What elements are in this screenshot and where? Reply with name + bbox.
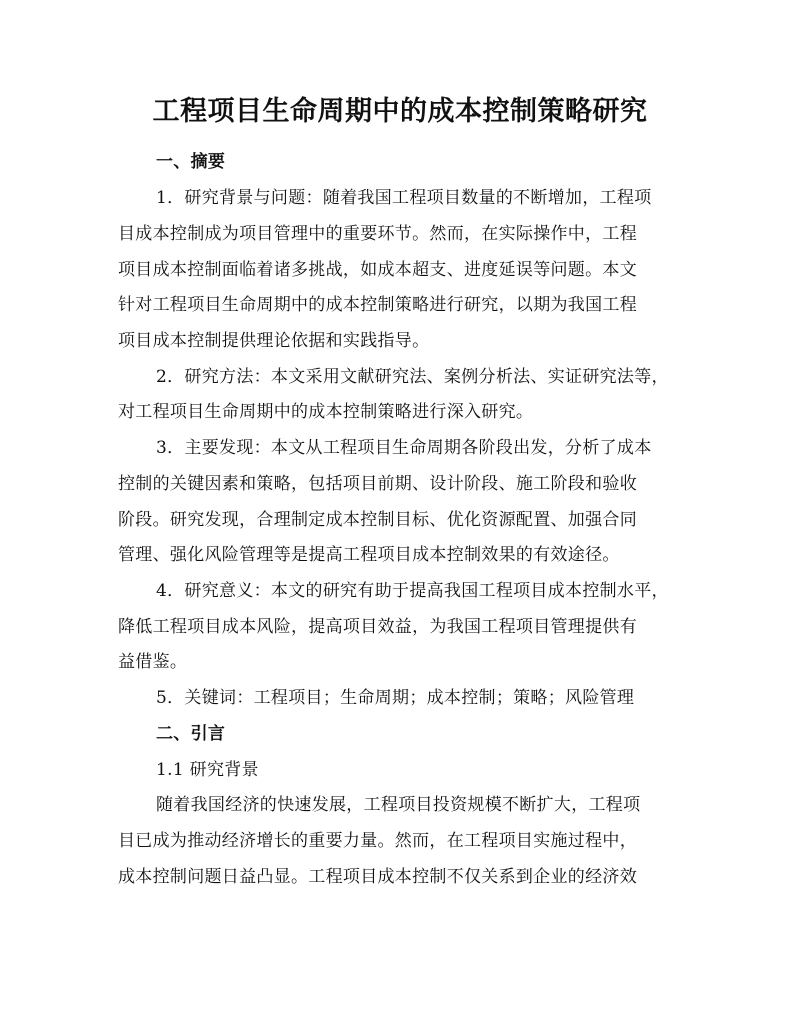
intro-heading: 二、引言: [156, 724, 226, 744]
abstract-item-1-line-4: 针对工程项目生命周期中的成本控制策略进行研究，以期为我国工程: [118, 295, 637, 315]
abstract-item-4-line-1: 4．研究意义：本文的研究有助于提高我国工程项目成本控制水平，: [156, 581, 669, 601]
abstract-heading: 一、摘要: [156, 152, 226, 172]
abstract-item-2-line-2: 对工程项目生命周期中的成本控制策略进行深入研究。: [118, 402, 534, 422]
abstract-item-3-line-1: 3．主要发现：本文从工程项目生命周期各阶段出发，分析了成本: [156, 438, 652, 458]
intro-paragraph-line-2: 目已成为推动经济增长的重要力量。然而，在工程项目实施过程中，: [118, 831, 637, 851]
abstract-item-5-line-1: 5．关键词：工程项目；生命周期；成本控制；策略；风险管理: [156, 688, 635, 708]
intro-paragraph-line-1: 随着我国经济的快速发展，工程项目投资规模不断扩大，工程项: [156, 795, 641, 815]
abstract-item-1-line-5: 项目成本控制提供理论依据和实践指导。: [118, 331, 430, 351]
abstract-item-3-line-2: 控制的关键因素和策略，包括项目前期、设计阶段、施工阶段和验收: [118, 474, 637, 494]
abstract-item-1-line-2: 目成本控制成为项目管理中的重要环节。然而，在实际操作中，工程: [118, 224, 637, 244]
abstract-item-4-line-3: 益借鉴。: [118, 652, 188, 672]
abstract-item-2-line-1: 2．研究方法：本文采用文献研究法、案例分析法、实证研究法等，: [156, 367, 669, 387]
abstract-item-4-line-2: 降低工程项目成本风险，提高项目效益，为我国工程项目管理提供有: [118, 617, 637, 637]
paper-title: 工程项目生命周期中的成本控制策略研究: [152, 96, 648, 127]
abstract-item-1-line-1: 1．研究背景与问题：随着我国工程项目数量的不断增加，工程项: [156, 188, 652, 208]
abstract-item-3-line-4: 管理、强化风险管理等是提高工程项目成本控制效果的有效途径。: [118, 545, 620, 565]
subsection-heading: 1.1 研究背景: [156, 760, 259, 780]
abstract-item-1-line-3: 项目成本控制面临着诸多挑战，如成本超支、进度延误等问题。本文: [118, 260, 637, 280]
abstract-item-3-line-3: 阶段。研究发现，合理制定成本控制目标、优化资源配置、加强合同: [118, 510, 637, 530]
intro-paragraph-line-3: 成本控制问题日益凸显。工程项目成本控制不仅关系到企业的经济效: [118, 867, 637, 887]
